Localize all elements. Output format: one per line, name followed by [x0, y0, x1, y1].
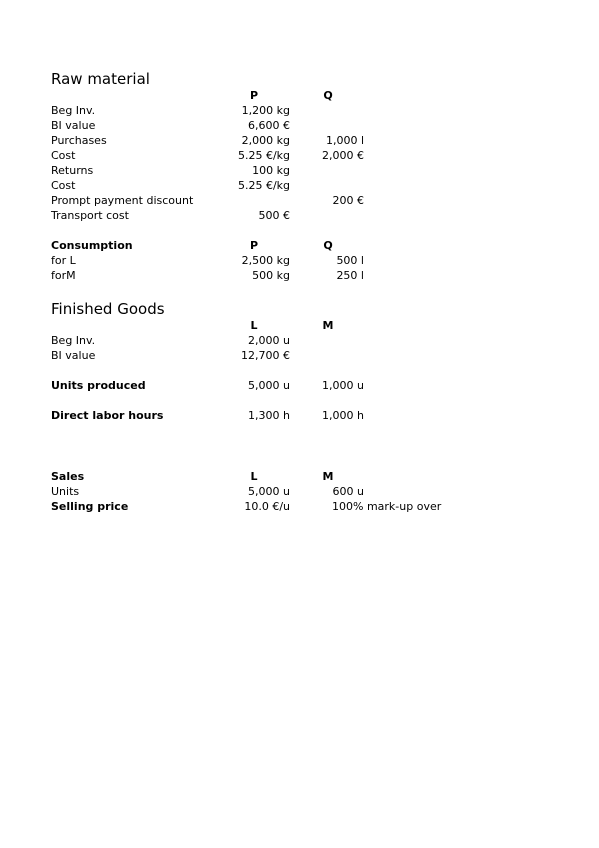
col-header-q: Q: [323, 239, 333, 252]
table-row: [0, 484, 599, 499]
table-row: [0, 133, 599, 148]
raw-material-header-row: [0, 88, 599, 103]
row-label: Units: [51, 485, 80, 498]
row-label: forM: [51, 269, 76, 282]
table-row: [0, 103, 599, 118]
sales-title: Sales: [51, 470, 85, 483]
col-header-m: M: [322, 319, 334, 332]
row-label: Cost: [51, 179, 76, 192]
table-row: [0, 178, 599, 193]
row-label: BI value: [51, 349, 96, 362]
table-row: [0, 378, 599, 393]
finished-goods-header-row: [0, 318, 599, 333]
table-row: [0, 268, 599, 283]
row-label: Selling price: [51, 500, 129, 513]
value-l: 12,700 €: [241, 349, 290, 362]
consumption-header-row: [0, 238, 599, 253]
table-row: [0, 163, 599, 178]
raw-material-title: Raw material: [51, 70, 150, 88]
finished-goods-title: Finished Goods: [51, 300, 165, 318]
col-header-q: Q: [323, 89, 333, 102]
value-l: 1,300 h: [248, 409, 290, 422]
value-p: 6,600 €: [248, 119, 290, 132]
value-m: 1,000 u: [322, 379, 364, 392]
table-row: [0, 118, 599, 133]
value-m: 1,000 h: [322, 409, 364, 422]
row-label: BI value: [51, 119, 96, 132]
consumption-title: Consumption: [51, 239, 133, 252]
sales-header-row: [0, 469, 599, 484]
col-header-m: M: [322, 470, 334, 483]
value-p: 5.25 €/kg: [237, 179, 290, 192]
value-l: 5,000 u: [248, 485, 290, 498]
row-label: Cost: [51, 149, 76, 162]
value-p: 100 kg: [252, 164, 290, 177]
row-label: for L: [51, 254, 76, 267]
value-q: 500 l: [336, 254, 364, 267]
row-label: Beg Inv.: [51, 104, 96, 117]
table-row: [0, 148, 599, 163]
value-q: 250 l: [336, 269, 364, 282]
value-p: 5.25 €/kg: [237, 149, 290, 162]
value-p: 500 kg: [252, 269, 290, 282]
value-q: 1,000 l: [325, 134, 364, 147]
table-row: [0, 333, 599, 348]
value-m: 100% mark-up over: [332, 500, 442, 513]
value-m: 600 u: [332, 485, 364, 498]
row-label: Returns: [51, 164, 94, 177]
row-label: Direct labor hours: [51, 409, 164, 422]
value-p: 500 €: [258, 209, 290, 222]
row-label: Transport cost: [51, 209, 129, 222]
row-label: Prompt payment discount: [51, 194, 194, 207]
row-label: Beg Inv.: [51, 334, 96, 347]
value-q: 2,000 €: [322, 149, 364, 162]
col-header-l: L: [250, 470, 258, 483]
col-header-l: L: [250, 319, 258, 332]
table-row: [0, 408, 599, 423]
value-p: 1,200 kg: [241, 104, 290, 117]
value-q: 200 €: [332, 194, 364, 207]
value-l: 2,000 u: [248, 334, 290, 347]
table-row: [0, 193, 599, 208]
row-label: Purchases: [51, 134, 107, 147]
table-row: [0, 253, 599, 268]
col-header-p: P: [249, 239, 259, 252]
table-row: [0, 348, 599, 363]
table-row: [0, 499, 599, 514]
value-l: 10.0 €/u: [244, 500, 290, 513]
value-p: 2,000 kg: [241, 134, 290, 147]
table-row: [0, 208, 599, 223]
value-p: 2,500 kg: [241, 254, 290, 267]
col-header-p: P: [249, 89, 259, 102]
value-l: 5,000 u: [248, 379, 290, 392]
row-label: Units produced: [51, 379, 146, 392]
